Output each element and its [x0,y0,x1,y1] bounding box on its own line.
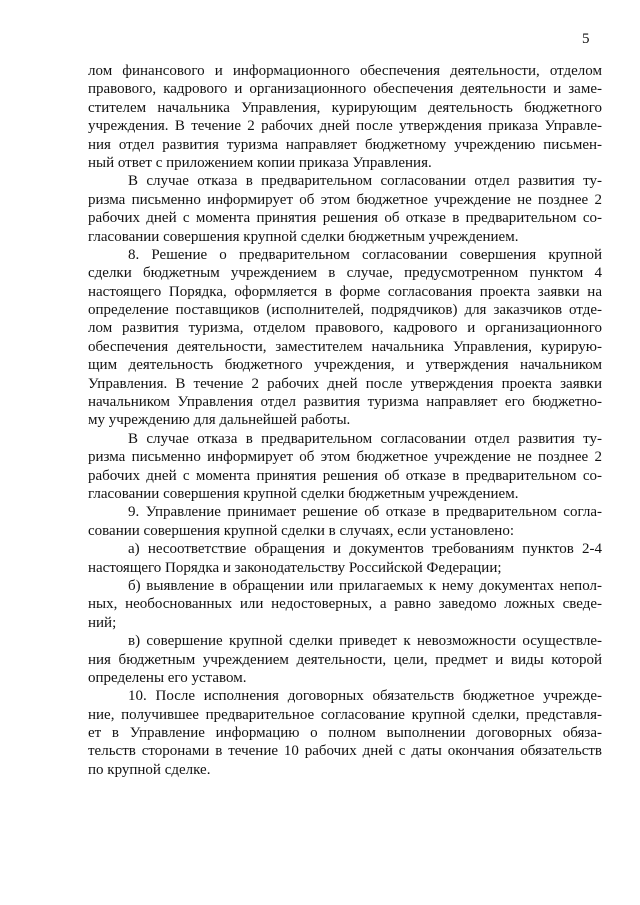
text-line: учреждения. В течение 2 рабочих дней после утверждения приказа Управле- [88,118,602,135]
text-line: рабочих дней с момента принятия решения об отказе в предварительном со- [88,467,602,484]
text-line: сделки бюджетным учреждением в случае, предусмотренном пунктом 4 [88,265,602,282]
text-line: Управления. В течение 2 рабочих дней после утверждения проекта заявки [88,375,602,392]
text-line: определение поставщиков (исполнителей, подрядчиков) для заказчиков отде- [88,302,602,319]
text-line: рабочих дней с момента принятия решения об отказе в предварительном со- [88,210,602,227]
text-line: в) совершение крупной сделки приведет к невозможности осуществле- [128,633,602,650]
text-line: правового, кадрового и организационного обеспечения деятельности и заме- [88,81,602,98]
text-line: лом развития туризма, отделом правового, кадрового и организационного [88,320,602,337]
text-line: ния отдел развития туризма направляет бюджетному учреждению письмен- [88,136,602,153]
text-line: б) выявление в обращении или прилагаемых к нему документах непол- [128,577,602,594]
text-line: лом финансового и информационного обеспечения деятельности, отделом [88,63,602,79]
text-line: тельств сторонами в течение 10 рабочих дней с даты окончания обязательств [88,743,602,760]
text-line: ет в Управление информацию о полном выполнении договорных обяза- [88,725,602,742]
document-body [88,62,602,779]
text-line: а) несоответствие обращения и документов требованиям пунктов 2-4 [128,541,602,558]
text-line: настоящего Порядка и законодательству Российской Федерации; [88,559,502,576]
text-line: ний; [88,614,117,631]
text-line: ных, необоснованных или недостоверных, а равно заведомо ложных сведе- [88,596,602,613]
text-line: ный ответ с приложением копии приказа Управления. [88,154,432,171]
text-line: ния бюджетным учреждением деятельности, цели, предмет и виды которой [88,651,602,668]
text-line: определены его уставом. [88,669,247,686]
text-line: совании совершения крупной сделки в случаях, если установлено: [88,522,515,539]
text-line: стителем начальника Управления, курирующим деятельность бюджетного [88,99,602,116]
text-line: ние, получившее предварительное согласование крупной сделки, представля- [88,706,602,723]
page-number: 5 [582,31,590,47]
text-line: ризма письменно информирует об этом бюджетное учреждение не позднее 2 [88,191,602,208]
text-line: настоящего Порядка, оформляется в форме согласования проекта заявки на [88,283,602,300]
text-line: В случае отказа в предварительном согласовании отдел развития ту- [128,173,602,190]
text-line: му учреждению для дальнейшей работы. [88,412,351,429]
text-line: 8. Решение о предварительном согласовании совершения крупной [128,246,602,263]
text-line: 9. Управление принимает решение об отказе в предварительном согла- [128,504,602,521]
text-line: начальником Управления отдел развития туризма направляет его бюджетно- [88,394,602,411]
text-line: по крупной сделке. [88,761,211,778]
text-line: обеспечения деятельности, заместителем начальника Управления, курирую- [88,338,602,355]
text-line: ризма письменно информирует об этом бюджетное учреждение не позднее 2 [88,449,602,466]
text-line: щим деятельность бюджетного учреждения, и утверждения начальником [88,357,602,374]
text-line: гласовании совершения крупной сделки бюджетным учреждением. [88,228,519,245]
text-line: 10. После исполнения договорных обязательств бюджетное учрежде- [128,688,602,705]
text-line: В случае отказа в предварительном согласовании отдел развития ту- [128,430,602,447]
text-line: гласовании совершения крупной сделки бюджетным учреждением. [88,485,519,502]
